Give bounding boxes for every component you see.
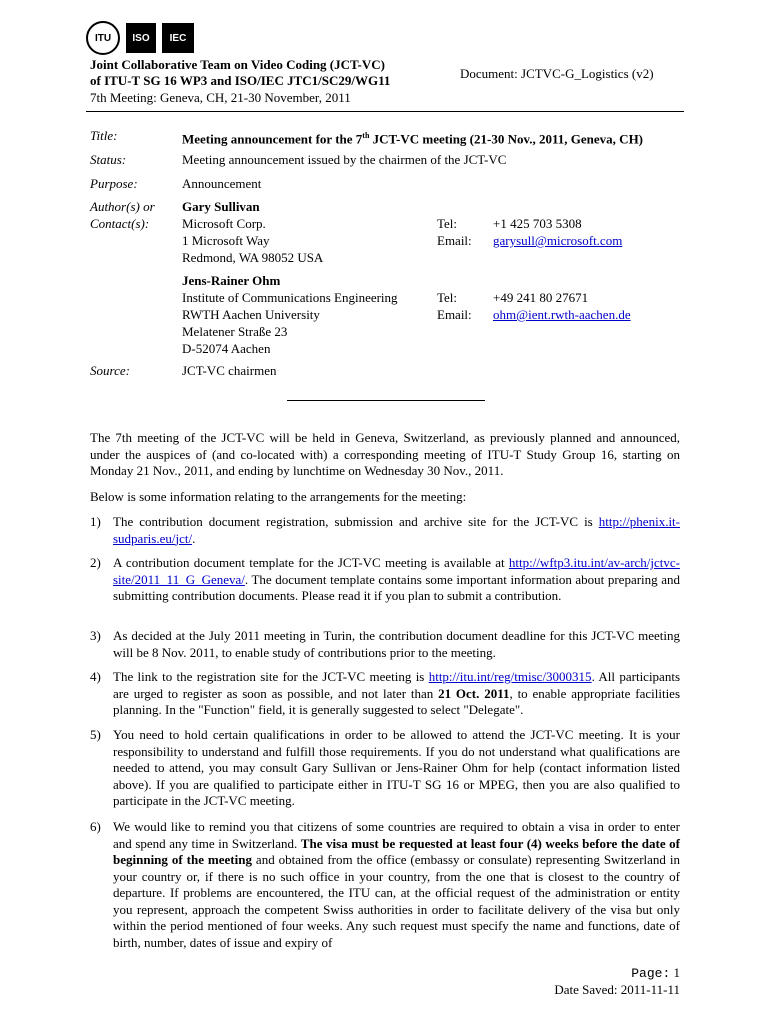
list-number: 5): [90, 727, 101, 742]
list-number: 2): [90, 555, 101, 570]
tel-value: +49 241 80 27671: [493, 290, 589, 305]
source-label: Source:: [90, 363, 130, 378]
registration-archive-link[interactable]: http://phenix.it-sudparis.eu/jct/: [113, 514, 680, 546]
iso-logo: ISO: [126, 23, 156, 53]
iec-logo: IEC: [162, 23, 194, 53]
email-link[interactable]: ohm@ient.rwth-aachen.de: [493, 307, 631, 322]
author-block: [182, 198, 323, 266]
registration-site-link[interactable]: http://itu.int/reg/tmisc/3000315: [428, 669, 592, 684]
itu-logo: ITU: [86, 21, 120, 55]
date-saved: Date Saved: 2011-11-11: [554, 982, 680, 997]
purpose-label: Purpose:: [90, 176, 138, 191]
author-name: Gary Sullivan: [182, 199, 260, 214]
intro-paragraph: The 7th meeting of the JCT-VC will be held in Geneva, Switzerland, as previously planned and announced, under the auspices of (and co-located with) a corresponding meeting of ITU-T Study Group 16, starting on Monday 21 Nov., 2011, and ending by lunchtime on Wednesday 30 Nov., 2011.: [90, 430, 680, 478]
tel-label: Tel:: [437, 290, 458, 305]
author-address-line: Melatener Straße 23: [182, 324, 288, 339]
list-number: 6): [90, 819, 101, 834]
list-number: 4): [90, 669, 101, 684]
separator-rule: [287, 400, 485, 401]
email-link[interactable]: garysull@microsoft.com: [493, 233, 623, 248]
status-value: Meeting announcement issued by the chairmen of the JCT-VC: [182, 152, 507, 167]
author-address-line: Microsoft Corp.: [182, 216, 266, 231]
document-number: Document: JCTVC-G_Logistics (v2): [460, 66, 654, 81]
header-line-1: Joint Collaborative Team on Video Coding (JCT-VC): [90, 57, 385, 72]
author-address-line: Institute of Communications Engineering: [182, 290, 398, 305]
list-number: 1): [90, 514, 101, 529]
source-value: JCT-VC chairmen: [182, 363, 277, 378]
list-item: 3) As decided at the July 2011 meeting in Turin, the contribution document deadline for this JCT-VC meeting will be 8 Nov. 2011, to enable study of contributions prior to the meeting.: [90, 628, 680, 660]
list-item: 6) We would like to remind you that citizens of some countries are required to obtain a visa in order to enter and spend any time in Switzerland. The visa must be requested at least four (4) weeks before the date of beginning of the meeting and obtained from the office (embassy or consulate) representing Switzerland in your country or, if there is no such office in your country, from the one that is closest to the country of departure. If problems are encountered, the ITU can, at the official request of the administration or entity you represent, approach the competent Swiss authorities in order to facilitate delivery of the visa but only within the period mentioned of four weeks. Any such request must specify the name and functions, date of birth, number, dates of issue and expiry of: [90, 819, 680, 950]
template-link[interactable]: http://wftp3.itu.int/av-arch/jctvc-site/2011_11_G_Geneva/: [113, 555, 680, 587]
header-line-2: of ITU-T SG 16 WP3 and ISO/IEC JTC1/SC29/WG11: [90, 73, 391, 88]
list-item: 2) A contribution document template for the JCT-VC meeting is available at http://wftp3.itu.int/av-arch/jctvc-site/2011_11_G_Geneva/. The document template contains some important information about preparing and submitting contribution documents. Please read it if you plan to submit a contribution.: [90, 555, 680, 603]
email-label: Email:: [437, 307, 472, 322]
tel-label: Tel:: [437, 216, 458, 231]
email-label: Email:: [437, 233, 472, 248]
author-address-line: D-52074 Aachen: [182, 341, 271, 356]
list-item: 4) The link to the registration site for the JCT-VC meeting is http://itu.int/reg/tmisc/3000315. All participants are urged to register as soon as possible, and not later than 21 Oct. 2011, to enable appropriate facilities planning. In the "Function" field, it is generally suggested to select "Delegate".: [90, 669, 681, 717]
author-address-line: 1 Microsoft Way: [182, 233, 270, 248]
header-line-3: 7th Meeting: Geneva, CH, 21-30 November, 2011: [90, 90, 351, 105]
page-indicator: Page: 1: [631, 965, 680, 981]
author-address-line: RWTH Aachen University: [182, 307, 320, 322]
header-rule: [86, 111, 684, 112]
arrangements-intro: Below is some information relating to the arrangements for the meeting:: [90, 489, 467, 504]
title-value: Meeting announcement for the 7th JCT-VC meeting (21-30 Nov., 2011, Geneva, CH): [182, 131, 644, 147]
list-item: 1) The contribution document registration, submission and archive site for the JCT-VC is http://phenix.it-sudparis.eu/jct/.: [90, 514, 680, 546]
list-number: 3): [90, 628, 101, 643]
title-label: Title:: [90, 128, 118, 143]
authors-label: Author(s) or Contact(s):: [90, 199, 155, 231]
purpose-value: Announcement: [182, 176, 262, 191]
logo-bar: [86, 22, 194, 54]
tel-value: +1 425 703 5308: [493, 216, 582, 231]
status-label: Status:: [90, 152, 127, 167]
author-name: Jens-Rainer Ohm: [182, 273, 281, 288]
author-address-line: Redmond, WA 98052 USA: [182, 250, 324, 265]
author-block: [182, 272, 398, 357]
list-item: 5) You need to hold certain qualifications in order to be allowed to attend the JCT-VC meeting. It is your responsibility to understand and fulfill those requirements. If you do not understand what qualifications are needed to attend, you may consult Gary Sullivan or Jens-Rainer Ohm for help (contact information listed above). If you are qualified to participate either in ITU-T SG 16 or MPEG, then you are also qualified to participate in the JCT-VC meeting.: [90, 727, 680, 808]
